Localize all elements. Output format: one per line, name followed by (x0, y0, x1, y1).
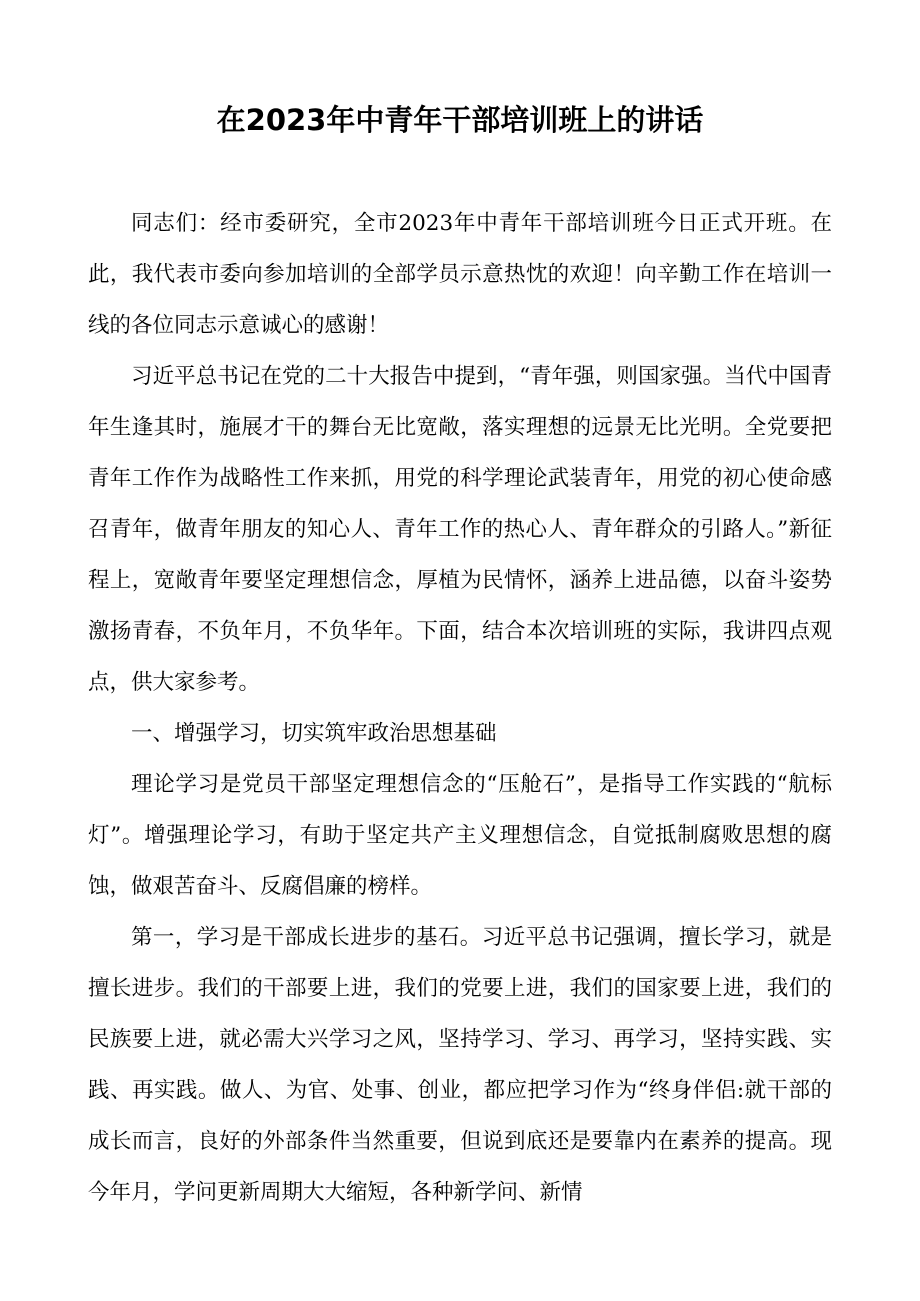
paragraph-opening: 同志们：经市委研究，全市2023年中青年干部培训班今日正式开班。在此，我代表市委向参加培训的全部学员示意热忱的欢迎！向辛勤工作在培训一线的各位同志示意诚心的感谢！ (88, 211, 832, 338)
paragraph-first-point: 第一，学习是干部成长进步的基石。习近平总书记强调，擅长学习，就是擅长进步。我们的干部要上进，我们的党要上进，我们的国家要上进，我们的民族要上进，就必需大兴学习之风，坚持学习、学习、再学习，坚持实践、实践、再实践。做人、为官、处事、创业，都应把学习作为“终身伴侣:就干部的成长而言，良好的外部条件当然重要，但说到底还是要靠内在素养的提高。现今年月，学问更新周期大大缩短，各种新学问、新情 (88, 925, 832, 1205)
document-title: 在2023年中青年干部培训班上的讲话 (216, 103, 704, 137)
paragraph-quote: 习近平总书记在党的二十大报告中提到，“青年强，则国家强。当代中国青年生逢其时，施展才干的舞台无比宽敞，落实理想的远景无比光明。全党要把青年工作作为战略性工作来抓，用党的科学理论武装青年，用党的初心使命感召青年，做青年朋友的知心人、青年工作的热心人、青年群众的引路人。”新征程上，宽敞青年要坚定理想信念，厚植为民情怀，涵养上进品德，以奋斗姿势激扬青春，不负年月，不负华年。下面，结合本次培训班的实际，我讲四点观点，供大家参考。 (88, 364, 832, 695)
document-body (88, 198, 832, 1218)
paragraph-theory: 理论学习是党员干部坚定理想信念的“压舱石”，是指导工作实践的“航标灯”。增强理论学习，有助于坚定共产主义理想信念，自觉抵制腐败思想的腐蚀，做艰苦奋斗、反腐倡廉的榜样。 (88, 772, 832, 899)
section-heading: 一、增强学习，切实筑牢政治思想基础 (131, 721, 497, 746)
